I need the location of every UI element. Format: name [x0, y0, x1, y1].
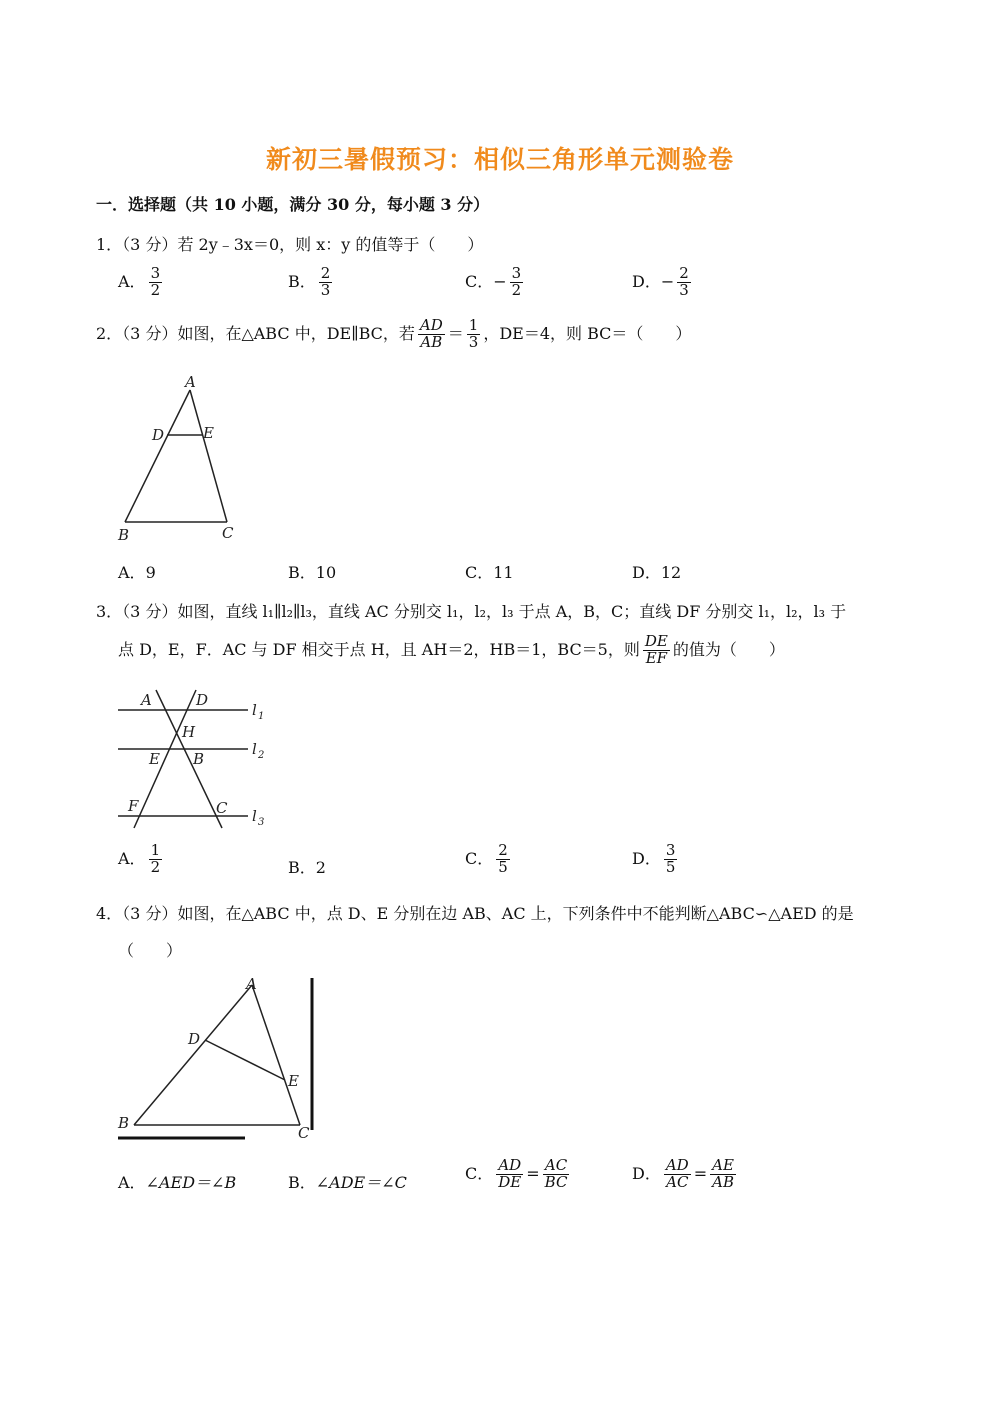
- question-1-stem: 1．（3 分）若 2y﹣3x＝0，则 x：y 的值等于（ ）: [96, 235, 484, 254]
- option-letter: B．: [288, 271, 316, 291]
- label-a: A: [185, 373, 196, 391]
- section-heading: 一．选择题（共 10 小题，满分 30 分，每小题 3 分）: [96, 195, 490, 214]
- label-c: C: [298, 1124, 310, 1142]
- q2-triangle-figure: [110, 372, 260, 547]
- side-ab: [125, 390, 190, 522]
- label-l1: l: [252, 701, 257, 719]
- label-h: H: [182, 723, 196, 741]
- q4-option-c[interactable]: C． $\frac{AD}{DE}$ = $\frac{AC}{BC}$: [465, 1156, 568, 1191]
- q4-triangle-figure: [110, 970, 320, 1145]
- label-l1-subscript: 1: [258, 711, 265, 722]
- label-f: F: [128, 797, 139, 815]
- label-l3: l: [252, 807, 257, 825]
- label-d: D: [188, 1030, 201, 1048]
- fraction: $\frac{2}{3}$: [679, 264, 689, 299]
- side-ac: [190, 390, 227, 522]
- label-l2-subscript: 2: [258, 750, 265, 761]
- page-title: 新初三暑假预习：相似三角形单元测验卷: [265, 145, 734, 174]
- question-3-stem-line1: 3．（3 分）如图，直线 l₁∥l₂∥l₃，直线 AC 分别交 l₁，l₂，l₃ 于点 A，B，C；直线 DF 分别交 l₁，l₂，l₃ 于: [96, 602, 847, 621]
- fraction: $\frac{AD}{DE}$: [498, 1156, 522, 1191]
- option-letter: C．: [465, 271, 494, 291]
- q2-option-a[interactable]: A．9: [118, 563, 156, 582]
- q1-option-b[interactable]: [288, 266, 335, 299]
- label-c: C: [216, 799, 228, 817]
- q2-option-b[interactable]: B．10: [288, 563, 337, 582]
- fraction: $\frac{3}{2}$: [150, 264, 161, 299]
- label-l3-subscript: 3: [258, 817, 265, 828]
- label-b: B: [118, 1114, 130, 1132]
- side-ac: [252, 985, 300, 1125]
- q1-option-a[interactable]: [118, 266, 165, 299]
- label-b: B: [118, 526, 130, 544]
- label-a: A: [246, 975, 257, 993]
- q3-parallel-lines-figure: [112, 686, 272, 834]
- question-2-stem: 2．（3 分）如图，在△ABC 中，DE∥BC，若 $\frac{AD}{AB}$ ＝ $\frac{1}{3}$ ，DE＝4，则 BC＝（ ）: [96, 316, 692, 351]
- fraction: $\frac{1}{2}$: [150, 841, 161, 876]
- q3-option-b[interactable]: B．2: [288, 858, 326, 877]
- q2-option-c[interactable]: C．11: [465, 563, 514, 582]
- q3-option-d[interactable]: D． $\frac{3}{5}$: [632, 841, 676, 876]
- fraction: $\frac{2}{5}$: [498, 841, 508, 876]
- fraction-one-third: $\frac{1}{3}$: [468, 316, 479, 351]
- q2-option-d[interactable]: D．12: [632, 563, 682, 582]
- q4-option-d[interactable]: D． $\frac{AD}{AC}$ = $\frac{AE}{AB}$: [632, 1156, 734, 1191]
- question-3-stem-line2: 点 D，E，F．AC 与 DF 相交于点 H，且 AH＝2，HB＝1，BC＝5，则 $\frac{DE}{EF}$ 的值为（ ）: [118, 632, 785, 667]
- label-l2: l: [252, 740, 257, 758]
- q1-option-d[interactable]: D．− $\frac{2}{3}$: [632, 264, 689, 299]
- fraction: $\frac{3}{5}$: [665, 841, 676, 876]
- q4-option-a[interactable]: A．∠AED＝∠B: [118, 1173, 237, 1192]
- q3-option-c[interactable]: C． $\frac{2}{5}$: [465, 841, 508, 876]
- label-e: E: [203, 424, 214, 442]
- label-e: E: [149, 750, 160, 768]
- label-d: D: [196, 691, 209, 709]
- question-4-stem-line1: 4．（3 分）如图，在△ABC 中，点 D、E 分别在边 AB、AC 上，下列条件中不能判断△ABC∽△AED 的是: [96, 904, 854, 923]
- fraction: $\frac{2}{3}$: [320, 264, 331, 299]
- fraction: $\frac{3}{2}$: [511, 264, 522, 299]
- q3-option-a[interactable]: A． $\frac{1}{2}$: [118, 841, 161, 876]
- fraction: $\frac{AE}{AB}$: [712, 1156, 734, 1191]
- question-4-stem-line2: （ ）: [118, 941, 183, 960]
- fraction: $\frac{AC}{BC}$: [544, 1156, 568, 1191]
- option-letter: A．: [118, 271, 146, 291]
- q4-option-b[interactable]: B．∠ADE＝∠C: [288, 1173, 407, 1192]
- option-letter: D．: [632, 271, 661, 291]
- label-a: A: [141, 691, 152, 709]
- q1-option-c[interactable]: C．− $\frac{3}{2}$: [465, 264, 522, 299]
- fraction: $\frac{AD}{AC}$: [665, 1156, 689, 1191]
- label-c: C: [222, 524, 234, 542]
- label-b: B: [193, 750, 205, 768]
- label-d: D: [152, 426, 165, 444]
- fraction-ad-ab: $\frac{AD}{AB}$: [419, 316, 443, 351]
- label-e: E: [288, 1072, 299, 1090]
- fraction-de-ef: $\frac{DE}{EF}$: [644, 632, 668, 667]
